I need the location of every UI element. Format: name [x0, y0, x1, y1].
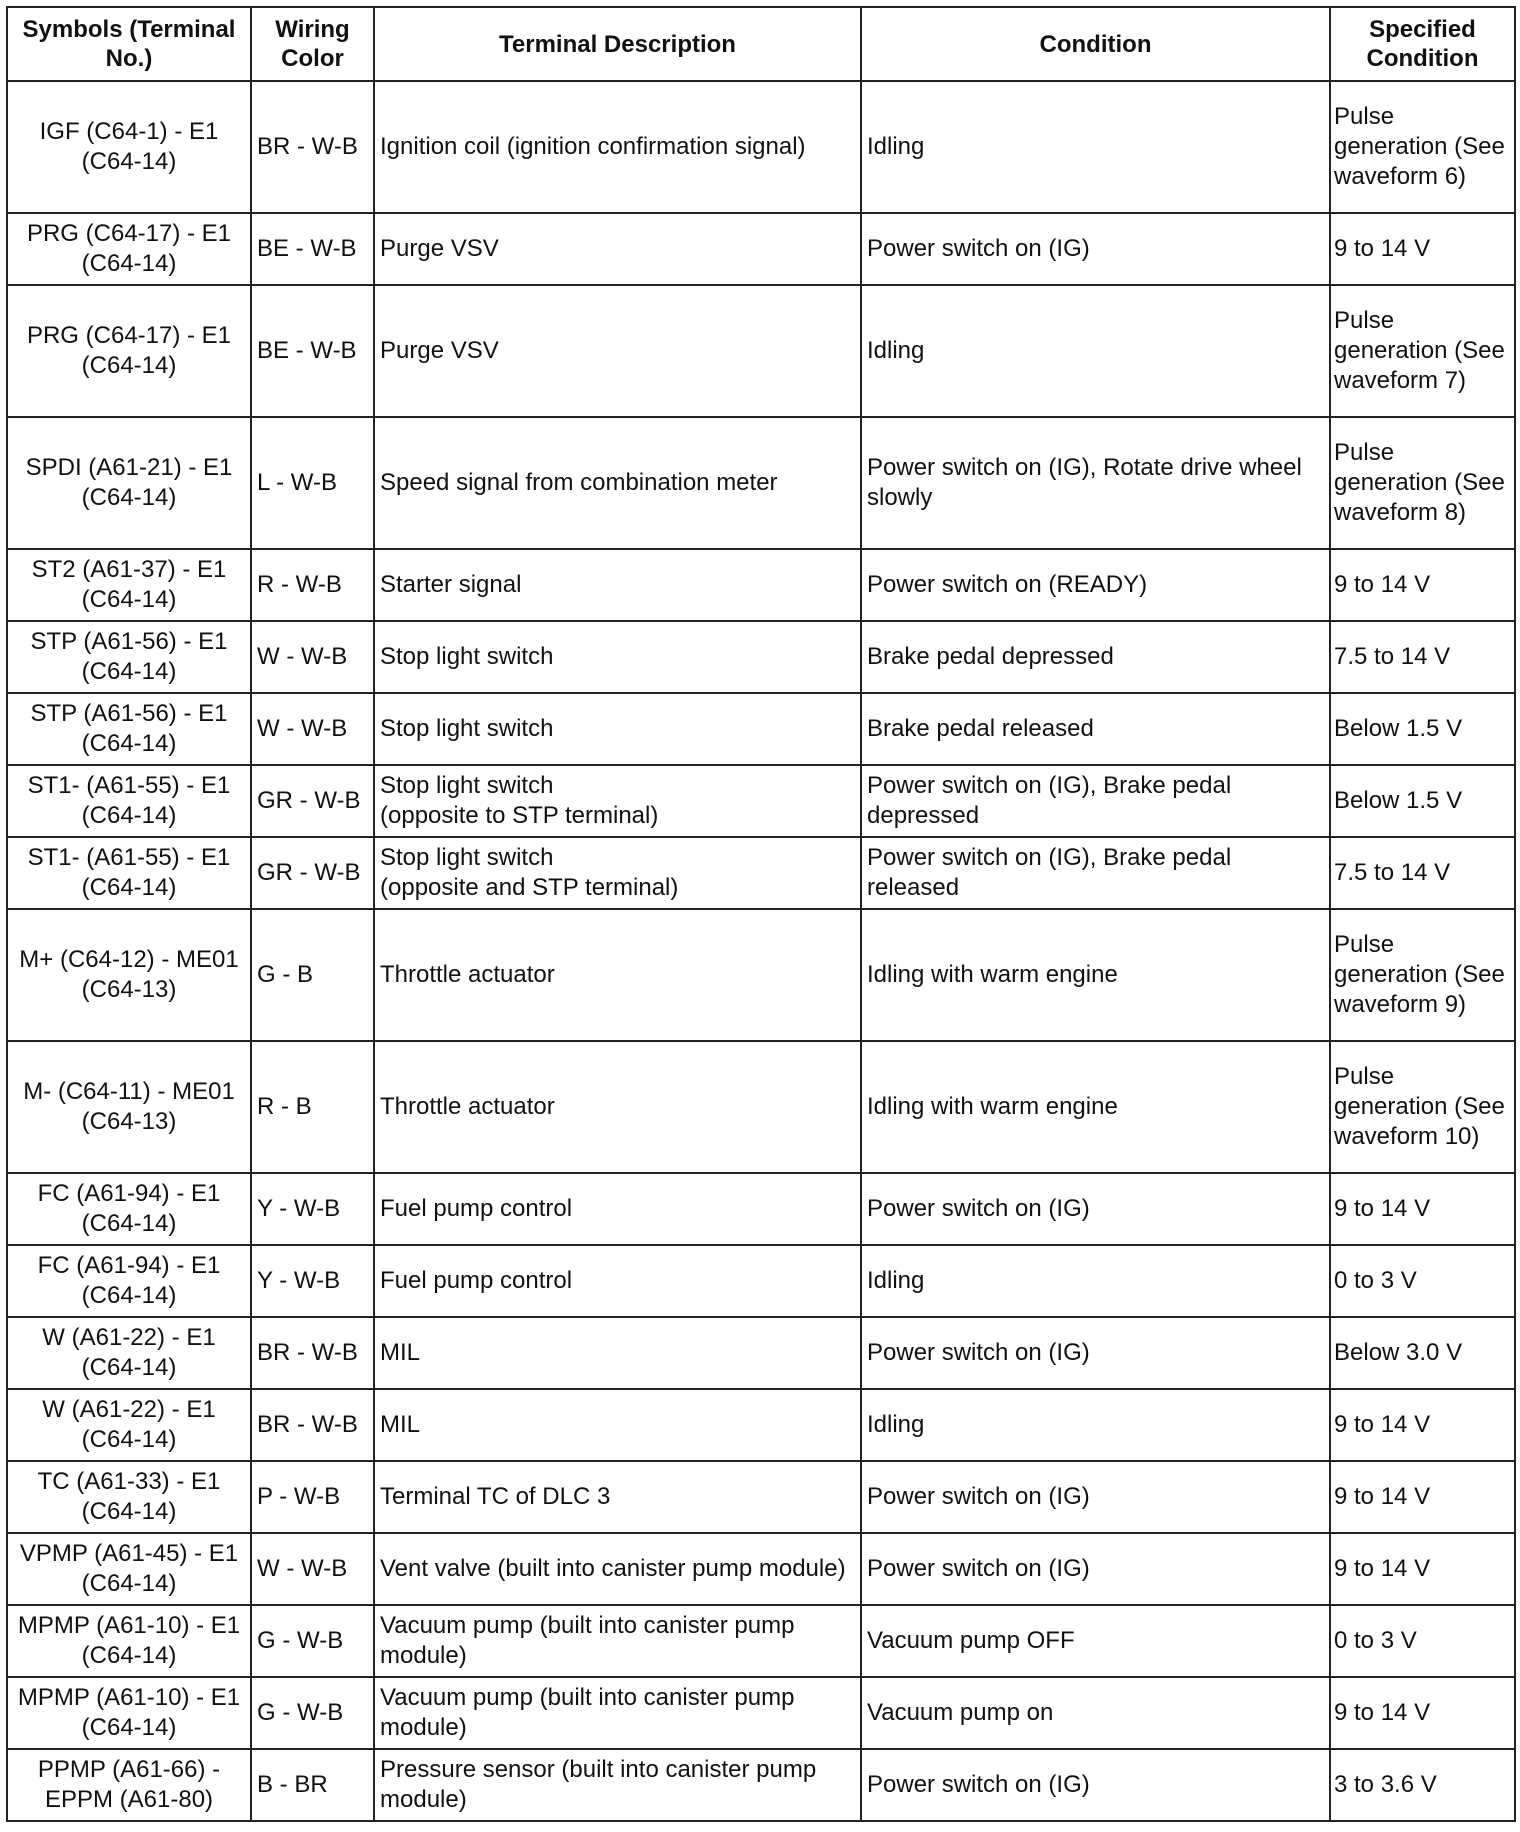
- wiring-color-cell: BE - W-B: [251, 285, 374, 417]
- condition-cell: Power switch on (READY): [861, 549, 1330, 621]
- table-body: [7, 81, 1515, 1821]
- specified-condition-cell: 9 to 14 V: [1330, 1389, 1515, 1461]
- wiring-color-cell: Y - W-B: [251, 1245, 374, 1317]
- symbol-cell: ST1- (A61-55) - E1 (C64-14): [7, 765, 251, 837]
- specified-condition-cell: Pulse generation (See waveform 9): [1330, 909, 1515, 1041]
- condition-cell: Brake pedal depressed: [861, 621, 1330, 693]
- specified-condition-cell: 7.5 to 14 V: [1330, 621, 1515, 693]
- condition-cell: Idling: [861, 1245, 1330, 1317]
- header-wiring-color: Wiring Color: [251, 7, 374, 81]
- specified-condition-cell: 9 to 14 V: [1330, 1173, 1515, 1245]
- wiring-color-cell: BR - W-B: [251, 81, 374, 213]
- condition-cell: Power switch on (IG): [861, 1749, 1330, 1821]
- specified-condition-cell: 9 to 14 V: [1330, 549, 1515, 621]
- table-row: [7, 1533, 1515, 1605]
- specified-condition-cell: 9 to 14 V: [1330, 213, 1515, 285]
- wiring-color-cell: G - W-B: [251, 1677, 374, 1749]
- specified-condition-cell: 9 to 14 V: [1330, 1533, 1515, 1605]
- terminal-table: [6, 6, 1516, 1822]
- description-cell: Purge VSV: [374, 285, 861, 417]
- description-cell: Terminal TC of DLC 3: [374, 1461, 861, 1533]
- table-row: [7, 1389, 1515, 1461]
- wiring-color-cell: Y - W-B: [251, 1173, 374, 1245]
- symbol-cell: MPMP (A61-10) - E1 (C64-14): [7, 1605, 251, 1677]
- description-cell: [374, 765, 861, 837]
- table-row: [7, 765, 1515, 837]
- table-row: [7, 1245, 1515, 1317]
- condition-cell: Power switch on (IG): [861, 1461, 1330, 1533]
- specified-condition-cell: 9 to 14 V: [1330, 1461, 1515, 1533]
- symbol-cell: STP (A61-56) - E1 (C64-14): [7, 693, 251, 765]
- table-row: [7, 417, 1515, 549]
- symbol-cell: ST2 (A61-37) - E1 (C64-14): [7, 549, 251, 621]
- description-cell: Vacuum pump (built into canister pump module): [374, 1605, 861, 1677]
- symbol-cell: VPMP (A61-45) - E1 (C64-14): [7, 1533, 251, 1605]
- condition-cell: Power switch on (IG): [861, 1173, 1330, 1245]
- wiring-color-cell: BR - W-B: [251, 1317, 374, 1389]
- condition-cell: Idling: [861, 81, 1330, 213]
- wiring-color-cell: L - W-B: [251, 417, 374, 549]
- symbol-cell: PPMP (A61-66) - EPPM (A61-80): [7, 1749, 251, 1821]
- description-cell: Stop light switch: [374, 693, 861, 765]
- table-row: [7, 837, 1515, 909]
- table-row: [7, 81, 1515, 213]
- specified-condition-cell: 9 to 14 V: [1330, 1677, 1515, 1749]
- description-cell: Fuel pump control: [374, 1173, 861, 1245]
- wiring-color-cell: GR - W-B: [251, 765, 374, 837]
- symbol-cell: M- (C64-11) - ME01 (C64-13): [7, 1041, 251, 1173]
- description-cell: Fuel pump control: [374, 1245, 861, 1317]
- symbol-cell: W (A61-22) - E1 (C64-14): [7, 1317, 251, 1389]
- table-row: [7, 1041, 1515, 1173]
- description-cell: Throttle actuator: [374, 1041, 861, 1173]
- wiring-color-cell: B - BR: [251, 1749, 374, 1821]
- specified-condition-cell: 0 to 3 V: [1330, 1245, 1515, 1317]
- specified-condition-cell: Pulse generation (See waveform 10): [1330, 1041, 1515, 1173]
- table-row: [7, 1461, 1515, 1533]
- description-cell: Purge VSV: [374, 213, 861, 285]
- symbol-cell: MPMP (A61-10) - E1 (C64-14): [7, 1677, 251, 1749]
- header-specified-condition: Specified Condition: [1330, 7, 1515, 81]
- description-cell: [374, 837, 861, 909]
- condition-cell: Brake pedal released: [861, 693, 1330, 765]
- terminal-table-container: [6, 6, 1514, 1822]
- description-cell: Pressure sensor (built into canister pump module): [374, 1749, 861, 1821]
- symbol-cell: M+ (C64-12) - ME01 (C64-13): [7, 909, 251, 1041]
- symbol-cell: ST1- (A61-55) - E1 (C64-14): [7, 837, 251, 909]
- wiring-color-cell: BR - W-B: [251, 1389, 374, 1461]
- condition-cell: Vacuum pump on: [861, 1677, 1330, 1749]
- symbol-cell: IGF (C64-1) - E1 (C64-14): [7, 81, 251, 213]
- symbol-cell: W (A61-22) - E1 (C64-14): [7, 1389, 251, 1461]
- header-row: [7, 7, 1515, 81]
- description-cell: MIL: [374, 1389, 861, 1461]
- table-row: [7, 1677, 1515, 1749]
- symbol-cell: FC (A61-94) - E1 (C64-14): [7, 1173, 251, 1245]
- wiring-color-cell: W - W-B: [251, 693, 374, 765]
- description-line-2: (opposite to STP terminal): [380, 802, 659, 829]
- table-row: [7, 1605, 1515, 1677]
- wiring-color-cell: R - B: [251, 1041, 374, 1173]
- description-cell: MIL: [374, 1317, 861, 1389]
- table-row: [7, 693, 1515, 765]
- wiring-color-cell: GR - W-B: [251, 837, 374, 909]
- specified-condition-cell: Pulse generation (See waveform 8): [1330, 417, 1515, 549]
- description-cell: Vacuum pump (built into canister pump module): [374, 1677, 861, 1749]
- table-row: [7, 1173, 1515, 1245]
- specified-condition-cell: Pulse generation (See waveform 7): [1330, 285, 1515, 417]
- condition-cell: Vacuum pump OFF: [861, 1605, 1330, 1677]
- symbol-cell: PRG (C64-17) - E1 (C64-14): [7, 213, 251, 285]
- table-row: [7, 213, 1515, 285]
- symbol-cell: FC (A61-94) - E1 (C64-14): [7, 1245, 251, 1317]
- condition-cell: Idling with warm engine: [861, 1041, 1330, 1173]
- header-symbols: Symbols (Terminal No.): [7, 7, 251, 81]
- wiring-color-cell: P - W-B: [251, 1461, 374, 1533]
- specified-condition-cell: 7.5 to 14 V: [1330, 837, 1515, 909]
- table-row: [7, 285, 1515, 417]
- description-cell: Starter signal: [374, 549, 861, 621]
- description-cell: Speed signal from combination meter: [374, 417, 861, 549]
- table-row: [7, 1317, 1515, 1389]
- header-condition: Condition: [861, 7, 1330, 81]
- condition-cell: Power switch on (IG), Rotate drive wheel slowly: [861, 417, 1330, 549]
- description-cell: Throttle actuator: [374, 909, 861, 1041]
- wiring-color-cell: W - W-B: [251, 1533, 374, 1605]
- wiring-color-cell: W - W-B: [251, 621, 374, 693]
- condition-cell: Power switch on (IG): [861, 213, 1330, 285]
- condition-cell: Idling: [861, 285, 1330, 417]
- wiring-color-cell: R - W-B: [251, 549, 374, 621]
- table-row: [7, 621, 1515, 693]
- header-terminal-description: Terminal Description: [374, 7, 861, 81]
- condition-cell: Power switch on (IG): [861, 1533, 1330, 1605]
- condition-cell: Idling: [861, 1389, 1330, 1461]
- symbol-cell: SPDI (A61-21) - E1 (C64-14): [7, 417, 251, 549]
- specified-condition-cell: Below 3.0 V: [1330, 1317, 1515, 1389]
- description-line-1: Stop light switch: [380, 844, 554, 871]
- condition-cell: Power switch on (IG), Brake pedal released: [861, 837, 1330, 909]
- description-line-2: (opposite and STP terminal): [380, 874, 679, 901]
- condition-cell: Power switch on (IG): [861, 1317, 1330, 1389]
- wiring-color-cell: G - W-B: [251, 1605, 374, 1677]
- description-line-1: Stop light switch: [380, 772, 554, 799]
- condition-cell: Idling with warm engine: [861, 909, 1330, 1041]
- wiring-color-cell: G - B: [251, 909, 374, 1041]
- table-row: [7, 909, 1515, 1041]
- description-cell: Vent valve (built into canister pump module): [374, 1533, 861, 1605]
- specified-condition-cell: 0 to 3 V: [1330, 1605, 1515, 1677]
- description-cell: Ignition coil (ignition confirmation signal): [374, 81, 861, 213]
- specified-condition-cell: Pulse generation (See waveform 6): [1330, 81, 1515, 213]
- symbol-cell: TC (A61-33) - E1 (C64-14): [7, 1461, 251, 1533]
- table-row: [7, 549, 1515, 621]
- table-row: [7, 1749, 1515, 1821]
- wiring-color-cell: BE - W-B: [251, 213, 374, 285]
- description-cell: Stop light switch: [374, 621, 861, 693]
- specified-condition-cell: 3 to 3.6 V: [1330, 1749, 1515, 1821]
- symbol-cell: STP (A61-56) - E1 (C64-14): [7, 621, 251, 693]
- specified-condition-cell: Below 1.5 V: [1330, 765, 1515, 837]
- condition-cell: Power switch on (IG), Brake pedal depressed: [861, 765, 1330, 837]
- specified-condition-cell: Below 1.5 V: [1330, 693, 1515, 765]
- symbol-cell: PRG (C64-17) - E1 (C64-14): [7, 285, 251, 417]
